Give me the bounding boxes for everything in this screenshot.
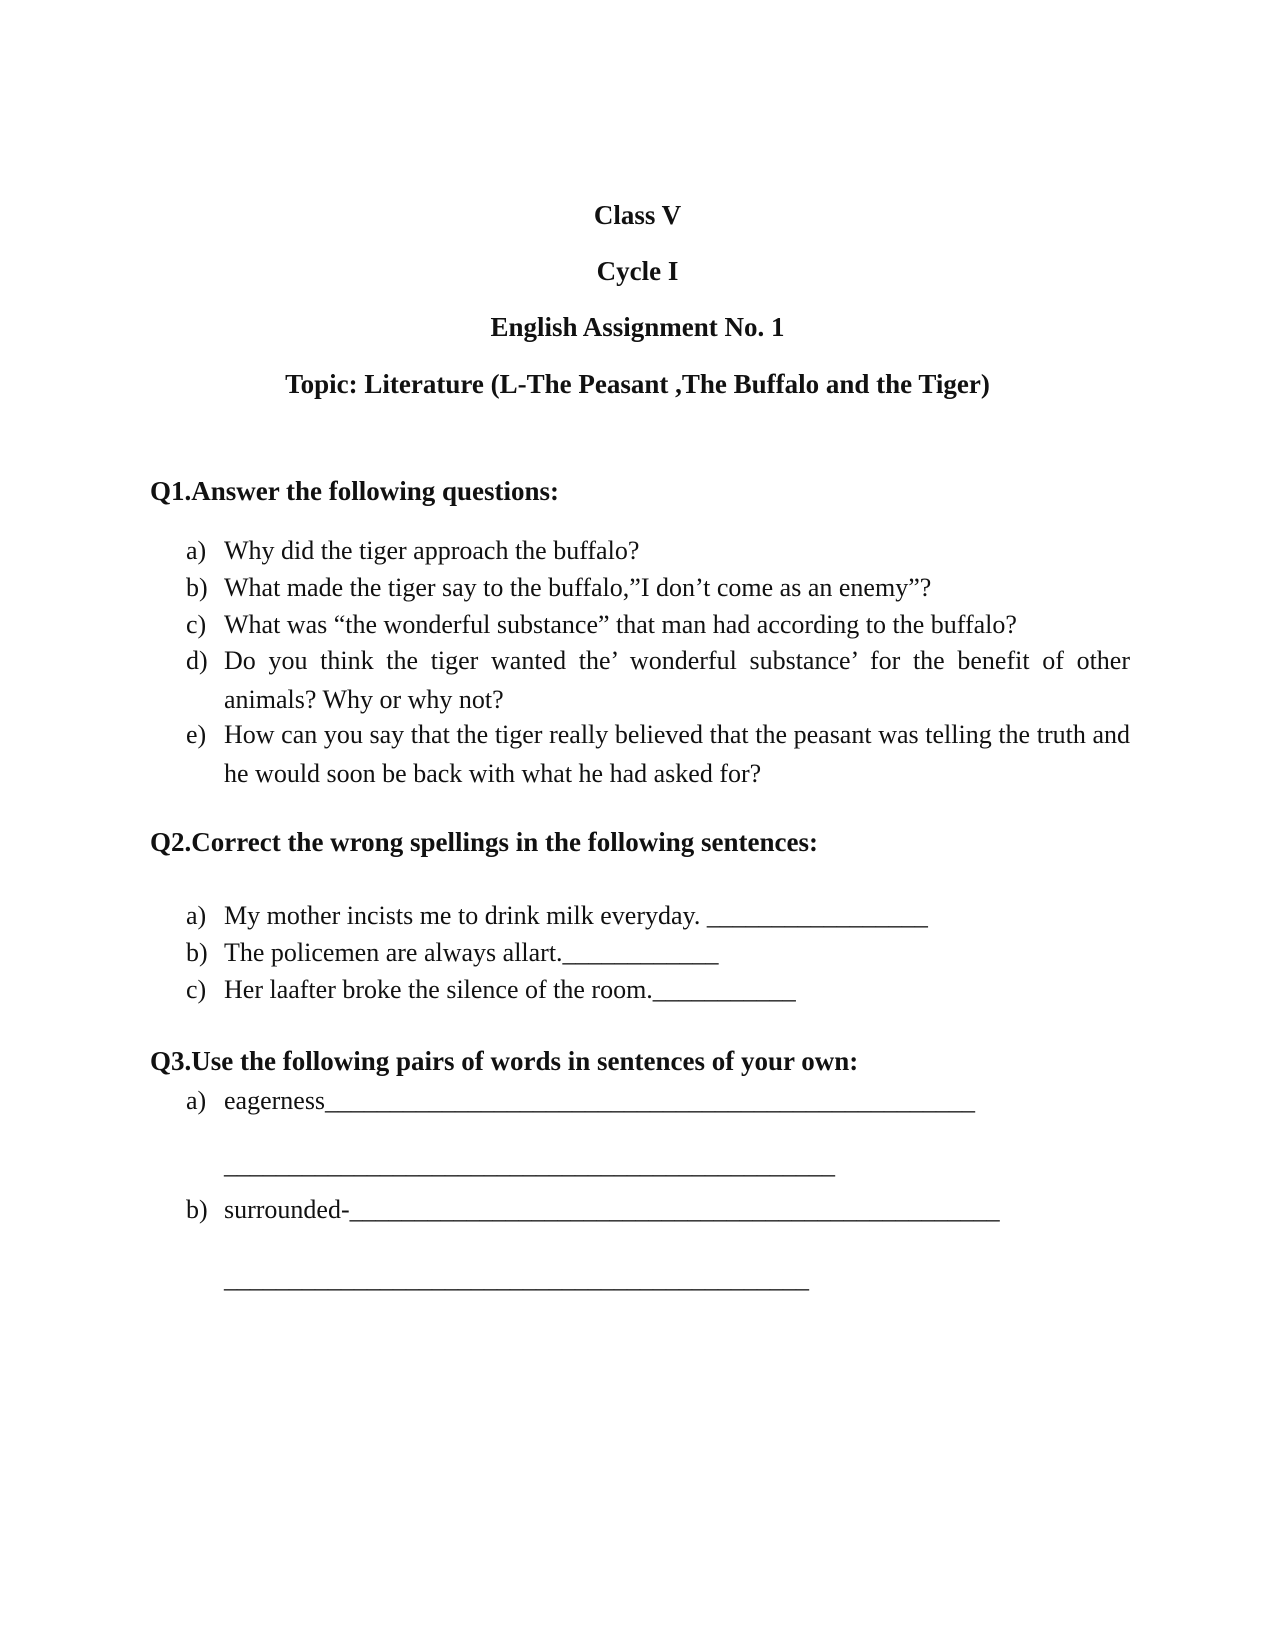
q1-item-d-text: Do you think the tiger wanted the’ wonderful substance’ for the benefit of other animals? Why or why not?: [224, 646, 1130, 714]
q3-heading: Q3.Use the following pairs of words in sentences of your own:: [150, 1046, 859, 1076]
cycle-title: Cycle I: [596, 256, 679, 286]
q2-item-b-marker: b): [186, 938, 208, 967]
q2-item-a-text: My mother incists me to drink milk everyday. _________________: [224, 901, 928, 930]
q1-heading: Q1.Answer the following questions:: [150, 476, 560, 506]
q2-item-c-text: Her laafter broke the silence of the room.___________: [224, 975, 796, 1004]
q3-item-a-text: eagerness__________________________________________________: [224, 1086, 976, 1115]
class-title: Class V: [593, 200, 682, 230]
q2-item-b-text: The policemen are always allart.____________: [224, 938, 719, 967]
assignment-title: English Assignment No. 1: [490, 312, 785, 342]
q1-item-c-text: What was “the wonderful substance” that man had according to the buffalo?: [224, 610, 1017, 639]
q1-item-d-marker: d): [186, 646, 208, 675]
q2-heading: Q2.Correct the wrong spellings in the following sentences:: [150, 827, 818, 857]
q3-item-a-marker: a): [186, 1086, 207, 1115]
q3-item-a-answer-line[interactable]: _______________________________________________: [224, 1150, 835, 1179]
q1-item-e-marker: e): [186, 720, 207, 749]
topic-title: Topic: Literature (L-The Peasant ,The Buffalo and the Tiger): [285, 369, 990, 399]
q1-item-b-marker: b): [186, 573, 208, 602]
q1-item-a-marker: a): [186, 536, 207, 565]
q1-item-a-text: Why did the tiger approach the buffalo?: [224, 536, 640, 565]
q1-item-e-text: How can you say that the tiger really believed that the peasant was telling the truth and he would soon be back with what he had asked for?: [224, 720, 1130, 788]
q2-item-c-marker: c): [186, 975, 207, 1004]
q2-item-a-marker: a): [186, 901, 207, 930]
q1-item-c-marker: c): [186, 610, 207, 639]
q3-item-b-answer-line[interactable]: _____________________________________________: [224, 1264, 809, 1293]
q3-item-b-text: surrounded-__________________________________________________: [224, 1195, 1000, 1224]
q3-item-b-marker: b): [186, 1195, 208, 1224]
q1-item-b-text: What made the tiger say to the buffalo,”I don’t come as an enemy”?: [224, 573, 932, 602]
